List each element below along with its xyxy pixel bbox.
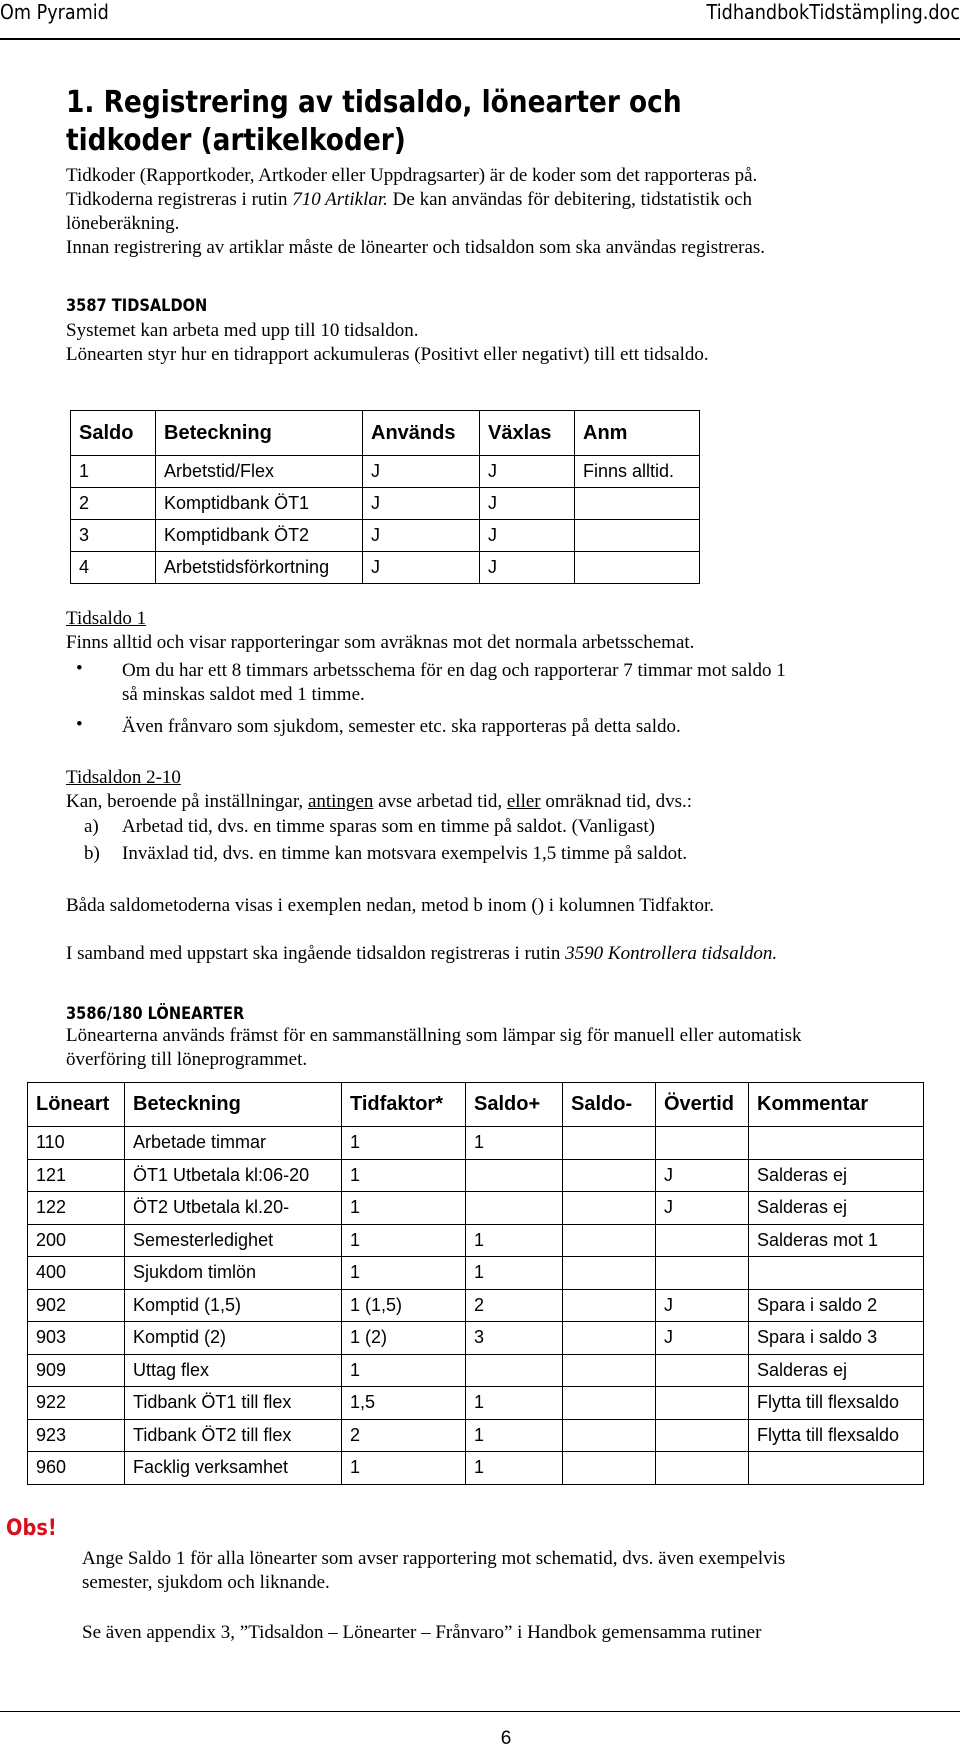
table-row: [28, 1419, 924, 1452]
header-filename: TidhandbokTidstämpling.doc: [706, 0, 960, 24]
intro-line: löneberäkning.: [66, 213, 180, 234]
table-cell: 960: [28, 1452, 125, 1485]
table-cell: [563, 1322, 656, 1355]
table-cell: J: [363, 488, 480, 520]
tidsaldon-description: [66, 319, 946, 367]
table-cell: J: [656, 1159, 749, 1192]
table-row: [71, 520, 700, 552]
table-row: [28, 1354, 924, 1387]
table-cell: J: [480, 488, 575, 520]
intro-paragraph: [66, 164, 946, 260]
table-cell: Komptidbank ÖT2: [156, 520, 363, 552]
table-cell: [563, 1159, 656, 1192]
table-cell: Komptid (2): [125, 1322, 342, 1355]
table-cell: Salderas ej: [749, 1354, 924, 1387]
page-number: 6: [500, 1728, 512, 1749]
table-row: [28, 1224, 924, 1257]
subsection-title: Tidsaldon 2-10: [66, 767, 181, 788]
table-row: [28, 1127, 924, 1160]
table-cell: 4: [71, 552, 156, 584]
table-cell: [466, 1192, 563, 1225]
table-cell: [563, 1452, 656, 1485]
tidsaldon-2-10-section: [66, 766, 946, 814]
table-cell: J: [656, 1322, 749, 1355]
lonearter-description: [66, 1024, 946, 1072]
table-cell: 1: [71, 456, 156, 488]
table-cell: Tidbank ÖT2 till flex: [125, 1419, 342, 1452]
table-cell: 1: [466, 1419, 563, 1452]
table-cell: 110: [28, 1127, 125, 1160]
table-cell: Salderas ej: [749, 1159, 924, 1192]
table-cell: Flytta till flexsaldo: [749, 1419, 924, 1452]
text-line: Lönearterna används främst för en sammanställning som lämpar sig för manuell eller automatisk: [66, 1025, 802, 1046]
table-row: [28, 1452, 924, 1485]
routine-reference: 710 Artiklar.: [292, 189, 388, 210]
table-cell: 1: [342, 1354, 466, 1387]
table-row: [28, 1322, 924, 1355]
table-cell: 1: [466, 1127, 563, 1160]
table-cell: 1 (2): [342, 1322, 466, 1355]
table-cell: [749, 1127, 924, 1160]
table-row: [28, 1289, 924, 1322]
table-row: [28, 1159, 924, 1192]
intro-line: Tidkoderna registreras i rutin 710 Artiklar. De kan användas för debitering, tidstatistik och: [66, 189, 752, 210]
table-header-row: [71, 411, 700, 456]
table-cell: [749, 1452, 924, 1485]
see-also-note: Se även appendix 3, ”Tidsaldon – Lönearter – Frånvaro” i Handbok gemensamma rutiner: [82, 1622, 762, 1643]
subsection-title: Tidsaldo 1: [66, 608, 147, 629]
table-cell: [656, 1387, 749, 1420]
table-cell: [563, 1354, 656, 1387]
table-cell: [563, 1257, 656, 1290]
table-cell: [656, 1127, 749, 1160]
table-cell: Komptid (1,5): [125, 1289, 342, 1322]
table-cell: 1 (1,5): [342, 1289, 466, 1322]
text-line: Lönearten styr hur en tidrapport ackumuleras (Positivt eller negativt) till ett tidsaldo.: [66, 344, 709, 365]
table-cell: [575, 552, 700, 584]
table-cell: [656, 1419, 749, 1452]
table-cell: Uttag flex: [125, 1354, 342, 1387]
table-cell: [656, 1452, 749, 1485]
table-cell: 1,5: [342, 1387, 466, 1420]
table-cell: ÖT2 Utbetala kl.20-: [125, 1192, 342, 1225]
table-cell: Spara i saldo 3: [749, 1322, 924, 1355]
table-cell: Salderas ej: [749, 1192, 924, 1225]
column-header: Övertid: [656, 1083, 749, 1127]
text-line: Systemet kan arbeta med upp till 10 tidsaldon.: [66, 320, 419, 341]
table-cell: [575, 488, 700, 520]
bullet-icon: •: [76, 658, 83, 679]
table-cell: [563, 1192, 656, 1225]
table-row: [28, 1257, 924, 1290]
table-cell: Arbetstid/Flex: [156, 456, 363, 488]
table-cell: [466, 1354, 563, 1387]
list-item: Inväxlad tid, dvs. en timme kan motsvara exempelvis 1,5 timme på saldot.: [122, 843, 688, 864]
table-cell: [563, 1387, 656, 1420]
table-cell: J: [363, 520, 480, 552]
table-cell: 909: [28, 1354, 125, 1387]
table-cell: 2: [466, 1289, 563, 1322]
table-row: [28, 1387, 924, 1420]
column-header: Växlas: [480, 411, 575, 456]
text-line: så minskas saldot med 1 timme.: [122, 684, 365, 705]
table-cell: J: [480, 456, 575, 488]
table-cell: J: [480, 552, 575, 584]
column-header: Anm: [575, 411, 700, 456]
section-title-lonearter: 3586/180 LÖNEARTER: [66, 1004, 245, 1024]
table-cell: Arbetstidsförkortning: [156, 552, 363, 584]
footer-divider: [0, 1711, 960, 1712]
table-cell: 3: [466, 1322, 563, 1355]
table-cell: 1: [342, 1224, 466, 1257]
text-line: Kan, beroende på inställningar, antingen avse arbetad tid, eller omräknad tid, dvs.:: [66, 791, 693, 812]
table-cell: 1: [466, 1452, 563, 1485]
table-cell: 200: [28, 1224, 125, 1257]
table-cell: [563, 1419, 656, 1452]
table-cell: J: [656, 1289, 749, 1322]
bullet-item: Även frånvaro som sjukdom, semester etc. ska rapporteras på detta saldo.: [122, 716, 681, 737]
table-cell: 1: [342, 1159, 466, 1192]
table-cell: 923: [28, 1419, 125, 1452]
list-label: a): [84, 816, 99, 837]
table-cell: J: [656, 1192, 749, 1225]
text-line: semester, sjukdom och liknande.: [82, 1572, 330, 1593]
table-row: [28, 1192, 924, 1225]
intro-line: Innan registrering av artiklar måste de lönearter och tidsaldon som ska användas registreras.: [66, 237, 766, 258]
obs-label: Obs!: [6, 1516, 57, 1541]
header-document-title: Om Pyramid: [0, 0, 109, 24]
table-cell: Arbetade timmar: [125, 1127, 342, 1160]
table-cell: Komptidbank ÖT1: [156, 488, 363, 520]
list-label: b): [84, 843, 100, 864]
table-cell: 922: [28, 1387, 125, 1420]
table-row: [71, 488, 700, 520]
column-header: Saldo-: [563, 1083, 656, 1127]
intro-line: Tidkoder (Rapportkoder, Artkoder eller Uppdragsarter) är de koder som det rapporteras på.: [66, 165, 758, 186]
table-cell: Spara i saldo 2: [749, 1289, 924, 1322]
header-divider: [0, 38, 960, 40]
obs-note: [82, 1547, 942, 1595]
bullet-icon: •: [76, 714, 83, 735]
table-cell: 1: [466, 1257, 563, 1290]
text-line: Om du har ett 8 timmars arbetsschema för en dag och rapporterar 7 timmar mot saldo 1: [122, 660, 786, 681]
table-cell: Semesterledighet: [125, 1224, 342, 1257]
table-cell: 3: [71, 520, 156, 552]
table-cell: [575, 520, 700, 552]
table-cell: 1: [466, 1387, 563, 1420]
text-line: Finns alltid och visar rapporteringar som avräknas mot det normala arbetsschemat.: [66, 632, 695, 653]
column-header: Löneart: [28, 1083, 125, 1127]
text-line: Ange Saldo 1 för alla lönearter som avser rapportering mot schematid, dvs. även exempelvis: [82, 1548, 786, 1569]
table-cell: [656, 1257, 749, 1290]
column-header: Beteckning: [156, 411, 363, 456]
column-header: Kommentar: [749, 1083, 924, 1127]
table-cell: Salderas mot 1: [749, 1224, 924, 1257]
table-row: [71, 456, 700, 488]
page-title: 1. Registrering av tidsaldo, lönearter och tidkoder (artikelkoder): [66, 85, 682, 158]
table-cell: 1: [466, 1224, 563, 1257]
bullet-item: [122, 659, 942, 707]
column-header: Används: [363, 411, 480, 456]
list-item: Arbetad tid, dvs. en timme sparas som en timme på saldot. (Vanligast): [122, 816, 655, 837]
table-cell: Sjukdom timlön: [125, 1257, 342, 1290]
table-cell: Tidbank ÖT1 till flex: [125, 1387, 342, 1420]
saldo-table: [70, 410, 700, 584]
table-cell: [466, 1159, 563, 1192]
text-line: Båda saldometoderna visas i exemplen nedan, metod b inom () i kolumnen Tidfaktor.: [66, 895, 714, 916]
table-cell: [563, 1289, 656, 1322]
routine-reference: 3590 Kontrollera tidsaldon.: [565, 943, 778, 964]
text-line: I samband med uppstart ska ingående tidsaldon registreras i rutin 3590 Kontrollera tidsaldon.: [66, 943, 778, 964]
text-line: överföring till löneprogrammet.: [66, 1049, 308, 1070]
table-cell: 2: [342, 1419, 466, 1452]
table-cell: [563, 1127, 656, 1160]
table-header-row: [28, 1083, 924, 1127]
tidsaldo-1-section: [66, 607, 946, 655]
column-header: Tidfaktor*: [342, 1083, 466, 1127]
table-cell: [656, 1224, 749, 1257]
table-cell: 902: [28, 1289, 125, 1322]
column-header: Saldo: [71, 411, 156, 456]
table-cell: [656, 1354, 749, 1387]
table-cell: ÖT1 Utbetala kl:06-20: [125, 1159, 342, 1192]
table-cell: 1: [342, 1257, 466, 1290]
loneart-table: [27, 1082, 924, 1485]
table-cell: Flytta till flexsaldo: [749, 1387, 924, 1420]
table-cell: 121: [28, 1159, 125, 1192]
table-cell: 1: [342, 1192, 466, 1225]
table-cell: 2: [71, 488, 156, 520]
table-cell: [749, 1257, 924, 1290]
table-cell: 1: [342, 1127, 466, 1160]
table-cell: 1: [342, 1452, 466, 1485]
section-title-tidsaldon: 3587 TIDSALDON: [66, 296, 208, 316]
table-cell: 400: [28, 1257, 125, 1290]
table-cell: [563, 1224, 656, 1257]
table-cell: J: [363, 552, 480, 584]
table-cell: 122: [28, 1192, 125, 1225]
table-cell: J: [363, 456, 480, 488]
table-cell: Facklig verksamhet: [125, 1452, 342, 1485]
table-cell: Finns alltid.: [575, 456, 700, 488]
table-cell: 903: [28, 1322, 125, 1355]
table-row: [71, 552, 700, 584]
column-header: Beteckning: [125, 1083, 342, 1127]
column-header: Saldo+: [466, 1083, 563, 1127]
table-cell: J: [480, 520, 575, 552]
